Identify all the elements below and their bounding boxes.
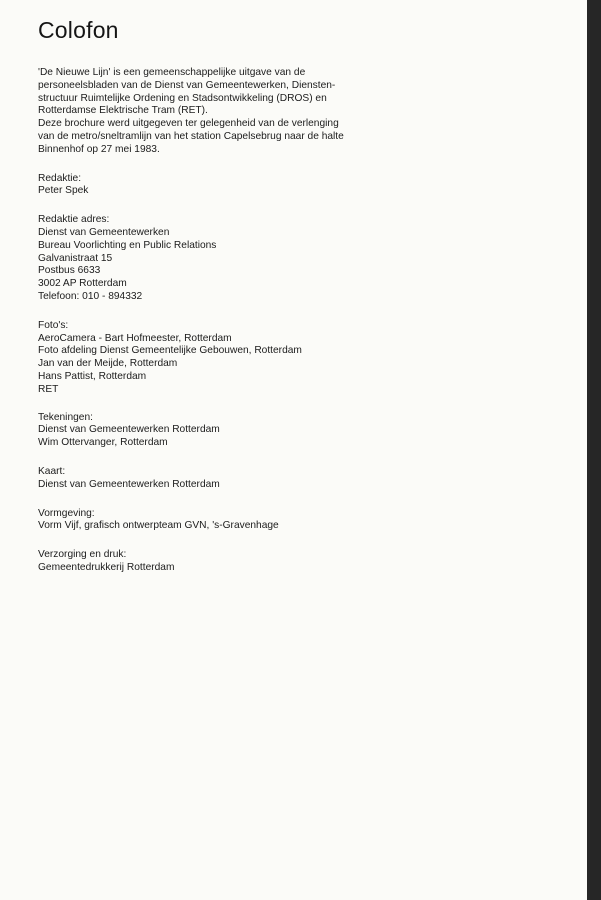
section-heading: Redaktie adres: — [38, 214, 110, 226]
section-line: Bureau Voorlichting en Public Relations — [38, 239, 217, 251]
section-redaktie — [38, 173, 368, 199]
section-heading: Tekeningen: — [38, 411, 93, 423]
section-line: Jan van der Meijde, Rotterdam — [38, 358, 178, 370]
page-title: Colofon — [38, 17, 119, 43]
intro-line: Binnenhof op 27 mei 1983. — [38, 143, 160, 155]
section-line: Gemeentedrukkerij Rotterdam — [38, 561, 175, 573]
section-line: Peter Spek — [38, 185, 89, 197]
section-line: Wim Ottervanger, Rotterdam — [38, 437, 168, 449]
intro-line: van de metro/sneltramlijn van het station Capelsebrug naar de halte — [38, 130, 344, 142]
section-line: Hans Pattist, Rotterdam — [38, 370, 147, 382]
section-line: 3002 AP Rotterdam — [38, 278, 127, 290]
intro-line: personeelsbladen van de Dienst van Gemeentewerken, Diensten- — [38, 79, 336, 91]
section-line: Galvanistraat 15 — [38, 252, 113, 264]
section-tekeningen — [38, 412, 368, 450]
section-line: Foto afdeling Dienst Gemeentelijke Gebouwen, Rotterdam — [38, 345, 302, 357]
intro-paragraph — [38, 67, 368, 157]
section-redaktie-adres — [38, 214, 368, 304]
scan-edge — [587, 0, 601, 900]
colophon-body — [38, 67, 368, 575]
section-vormgeving — [38, 508, 368, 534]
section-verzorging — [38, 549, 368, 575]
section-fotos — [38, 320, 368, 397]
section-heading: Foto's: — [38, 319, 69, 331]
section-line: RET — [38, 383, 59, 395]
intro-line: structuur Ruimtelijke Ordening en Stadsontwikkeling (DROS) en — [38, 92, 327, 104]
intro-line: Deze brochure werd uitgegeven ter gelegenheid van de verlenging — [38, 118, 339, 130]
section-heading: Kaart: — [38, 465, 66, 477]
section-heading: Verzorging en druk: — [38, 549, 127, 561]
section-line: Dienst van Gemeentewerken Rotterdam — [38, 424, 220, 436]
intro-line: 'De Nieuwe Lijn' is een gemeenschappelijke uitgave van de — [38, 67, 306, 78]
section-line: Dienst van Gemeentewerken Rotterdam — [38, 478, 220, 490]
section-line: AeroCamera - Bart Hofmeester, Rotterdam — [38, 332, 232, 344]
section-line: Dienst van Gemeentewerken — [38, 226, 170, 238]
section-kaart — [38, 466, 368, 492]
section-line: Postbus 6633 — [38, 265, 101, 277]
intro-line: Rotterdamse Elektrische Tram (RET). — [38, 105, 208, 117]
section-heading: Redaktie: — [38, 172, 82, 184]
section-heading: Vormgeving: — [38, 507, 95, 519]
section-line: Vorm Vijf, grafisch ontwerpteam GVN, 's-Gravenhage — [38, 520, 279, 532]
section-line: Telefoon: 010 - 894332 — [38, 290, 143, 302]
